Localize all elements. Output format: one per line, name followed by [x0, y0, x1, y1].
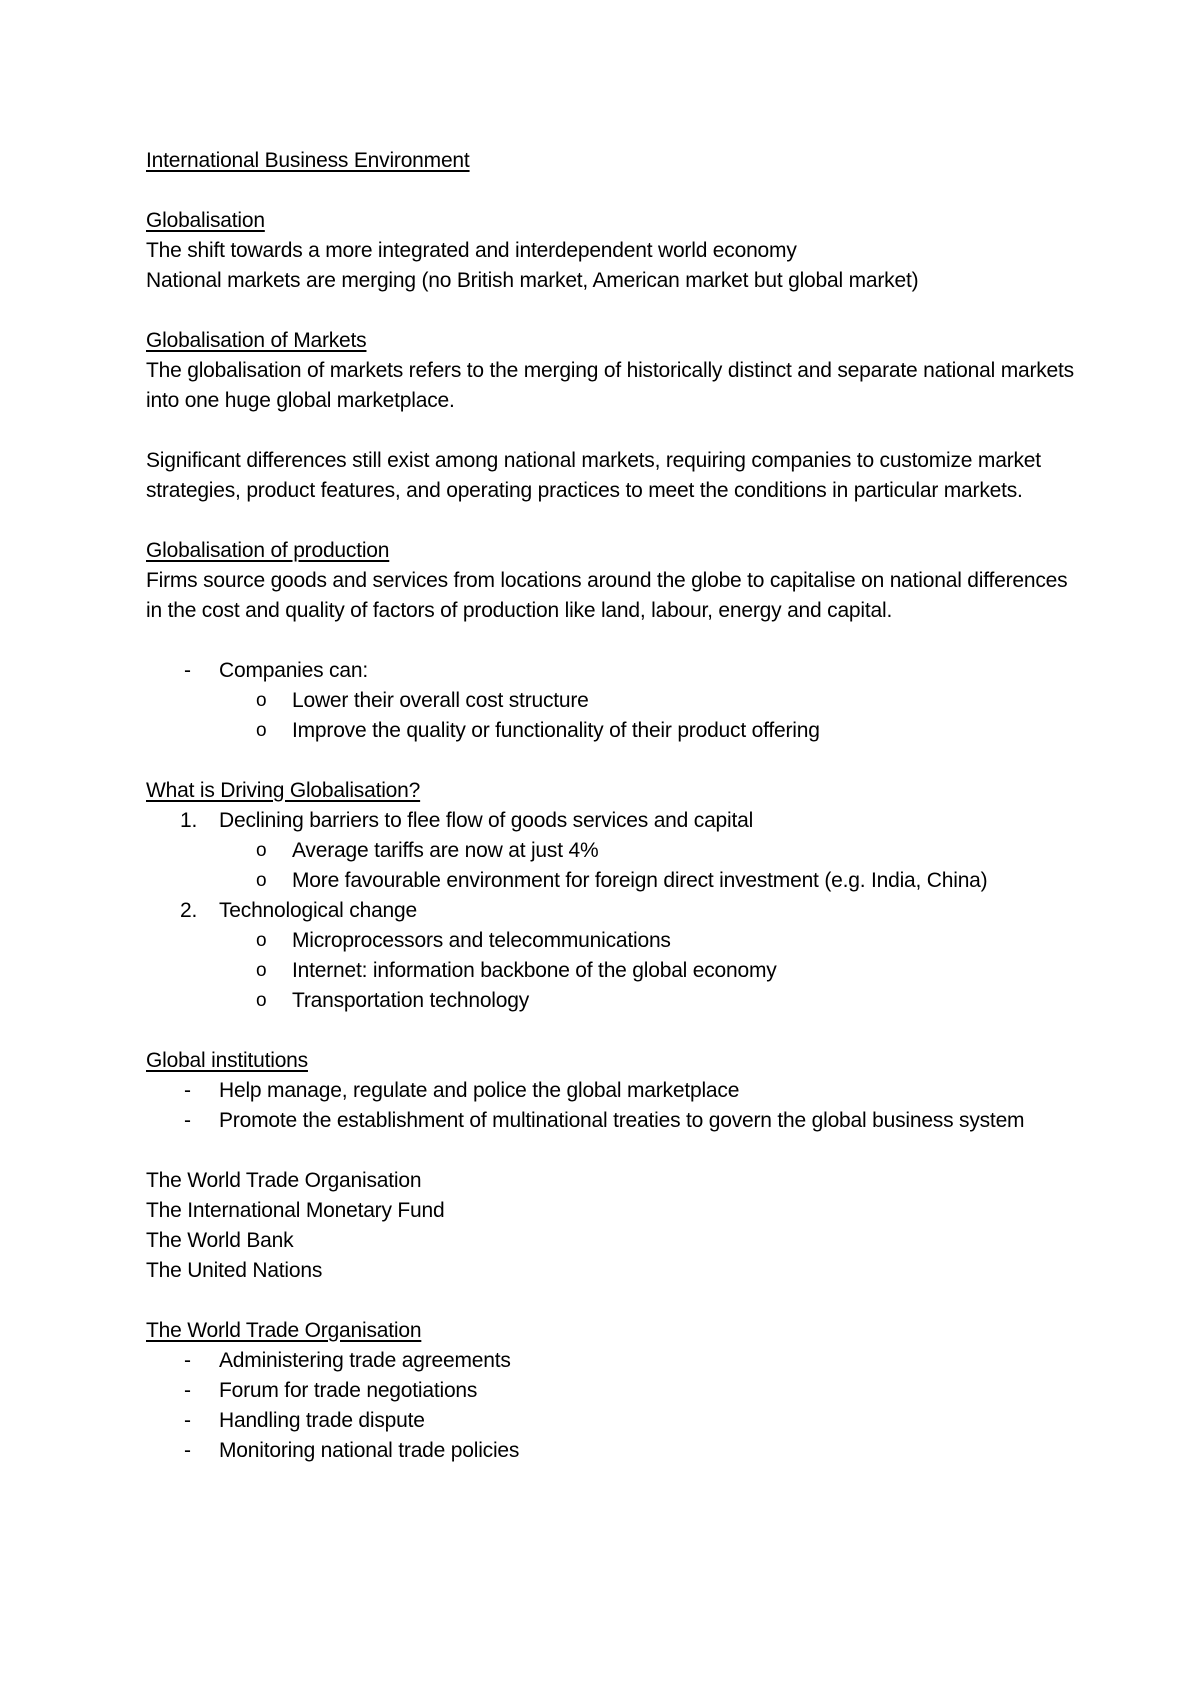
circle-marker: o: [256, 990, 267, 1011]
list-item-text: Monitoring national trade policies: [219, 1439, 520, 1462]
section-heading-wto: The World Trade Organisation: [146, 1319, 422, 1342]
section-heading-globalisation: Globalisation: [146, 209, 265, 232]
document-title: International Business Environment: [146, 149, 470, 172]
dash-marker: -: [184, 1349, 191, 1372]
globalisation-line: National markets are merging (no British market, American market but global market): [146, 269, 919, 292]
circle-marker: o: [256, 930, 267, 951]
production-bullet-list: [146, 656, 1086, 686]
list-item-text: Improve the quality or functionality of their product offering: [292, 719, 820, 742]
dash-marker: -: [184, 659, 191, 682]
dash-marker: -: [184, 1409, 191, 1432]
list-item: [146, 1106, 1086, 1136]
circle-marker: o: [256, 840, 267, 861]
driving-numbered-list: [146, 896, 1086, 926]
list-item-text: Companies can:: [219, 659, 368, 682]
dash-marker: -: [184, 1379, 191, 1402]
list-item: [146, 1376, 1086, 1406]
list-item: [146, 1076, 1086, 1106]
circle-marker: o: [256, 720, 267, 741]
spacer: [146, 1016, 1086, 1046]
institutions-bullet-list: [146, 1076, 1086, 1136]
list-item-text: Technological change: [219, 899, 417, 922]
spacer: [146, 416, 1086, 446]
list-item: [146, 926, 1086, 956]
section-heading-production: Globalisation of production: [146, 539, 390, 562]
spacer: [146, 506, 1086, 536]
spacer: [146, 296, 1086, 326]
list-item: [146, 986, 1086, 1016]
driving-numbered-list: [146, 806, 1086, 836]
circle-marker: o: [256, 960, 267, 981]
section-heading-markets: Globalisation of Markets: [146, 329, 367, 352]
spacer: [146, 1136, 1086, 1166]
section-heading-institutions: Global institutions: [146, 1049, 308, 1072]
dash-marker: -: [184, 1109, 191, 1132]
production-sub-list: [146, 686, 1086, 746]
list-item: [146, 1406, 1086, 1436]
list-item-text: Help manage, regulate and police the global marketplace: [219, 1079, 740, 1102]
production-paragraph: Firms source goods and services from locations around the globe to capitalise on national differences in the cost and quality of factors of production like land, labour, energy and capital.: [146, 569, 1068, 622]
section-heading-driving: What is Driving Globalisation?: [146, 779, 421, 802]
list-item: [146, 1346, 1086, 1376]
number-marker: 2.: [180, 899, 198, 922]
institution-name: The World Bank: [146, 1229, 294, 1252]
list-item: [146, 806, 1086, 836]
document-body: [146, 146, 1086, 1466]
list-item: [146, 956, 1086, 986]
list-item-text: More favourable environment for foreign direct investment (e.g. India, China): [292, 869, 988, 892]
institution-name: The International Monetary Fund: [146, 1199, 445, 1222]
wto-bullet-list: [146, 1346, 1086, 1466]
list-item-text: Handling trade dispute: [219, 1409, 425, 1432]
spacer: [146, 746, 1086, 776]
spacer: [146, 626, 1086, 656]
spacer: [146, 1286, 1086, 1316]
list-item-text: Lower their overall cost structure: [292, 689, 589, 712]
spacer: [146, 176, 1086, 206]
list-item-text: Promote the establishment of multinational treaties to govern the global business system: [219, 1109, 1025, 1132]
list-item: [146, 866, 1086, 896]
markets-paragraph: Significant differences still exist among national markets, requiring companies to customize market strategies, product features, and operating practices to meet the conditions in particular markets.: [146, 449, 1041, 502]
number-marker: 1.: [180, 809, 198, 832]
list-item: [146, 716, 1086, 746]
driving-sub-list: [146, 926, 1086, 1016]
globalisation-line: The shift towards a more integrated and interdependent world economy: [146, 239, 797, 262]
list-item-text: Forum for trade negotiations: [219, 1379, 478, 1402]
list-item-text: Transportation technology: [292, 989, 530, 1012]
list-item: [146, 686, 1086, 716]
list-item-text: Microprocessors and telecommunications: [292, 929, 671, 952]
list-item: [146, 1436, 1086, 1466]
circle-marker: o: [256, 870, 267, 891]
driving-sub-list: [146, 836, 1086, 896]
markets-paragraph: The globalisation of markets refers to the merging of historically distinct and separate national markets into one huge global marketplace.: [146, 359, 1074, 412]
list-item: [146, 896, 1086, 926]
circle-marker: o: [256, 690, 267, 711]
list-item: [146, 836, 1086, 866]
dash-marker: -: [184, 1079, 191, 1102]
institution-name: The World Trade Organisation: [146, 1169, 422, 1192]
list-item-text: Declining barriers to flee flow of goods services and capital: [219, 809, 754, 832]
dash-marker: -: [184, 1439, 191, 1462]
list-item-text: Internet: information backbone of the global economy: [292, 959, 777, 982]
institution-name: The United Nations: [146, 1259, 323, 1282]
list-item-text: Administering trade agreements: [219, 1349, 511, 1372]
list-item: [146, 656, 1086, 686]
list-item-text: Average tariffs are now at just 4%: [292, 839, 599, 862]
